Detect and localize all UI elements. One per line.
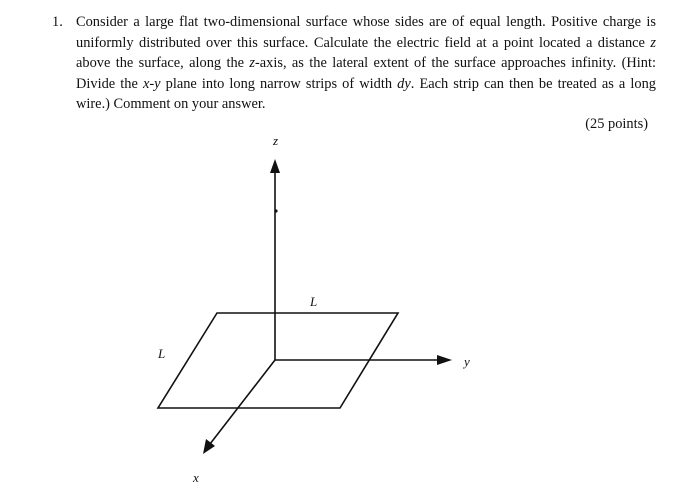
y-axis-label: y xyxy=(464,354,470,369)
statement-variable-z: z xyxy=(650,34,656,51)
y-axis-arrowhead xyxy=(437,355,452,365)
statement-part: Consider a large flat two-dimensional surface whose sides are of equal length. Positive charge is uniformly distributed over this surface. Calculate the electric field at a point located a distance xyxy=(76,14,656,51)
statement-part: . Each strip can then be treated as a long wire.) Comment on your answer. xyxy=(76,75,656,113)
x-axis-arrowhead xyxy=(203,439,215,454)
statement-variable-dy: dy xyxy=(397,75,411,92)
problem-number: 1. xyxy=(52,14,63,30)
x-axis-label: x xyxy=(193,470,199,485)
field-point xyxy=(274,209,277,212)
statement-part: plane into long narrow strips of width xyxy=(160,75,398,92)
statement-variable-xy: x-y xyxy=(142,75,161,92)
z-axis-label: z xyxy=(273,133,279,148)
side-length-label-top: L xyxy=(310,294,318,309)
points-value: (25 points) xyxy=(585,116,648,132)
x-axis xyxy=(210,360,275,444)
statement-variable-z-axis: z xyxy=(249,55,255,72)
z-axis-arrowhead xyxy=(270,159,280,173)
side-length-label-left: L xyxy=(158,346,166,361)
statement-part: -axis, as the lateral extent of the surface approaches infinity. (Hint: Divide the xyxy=(76,55,656,92)
statement-part: above the surface, along the xyxy=(76,55,250,72)
